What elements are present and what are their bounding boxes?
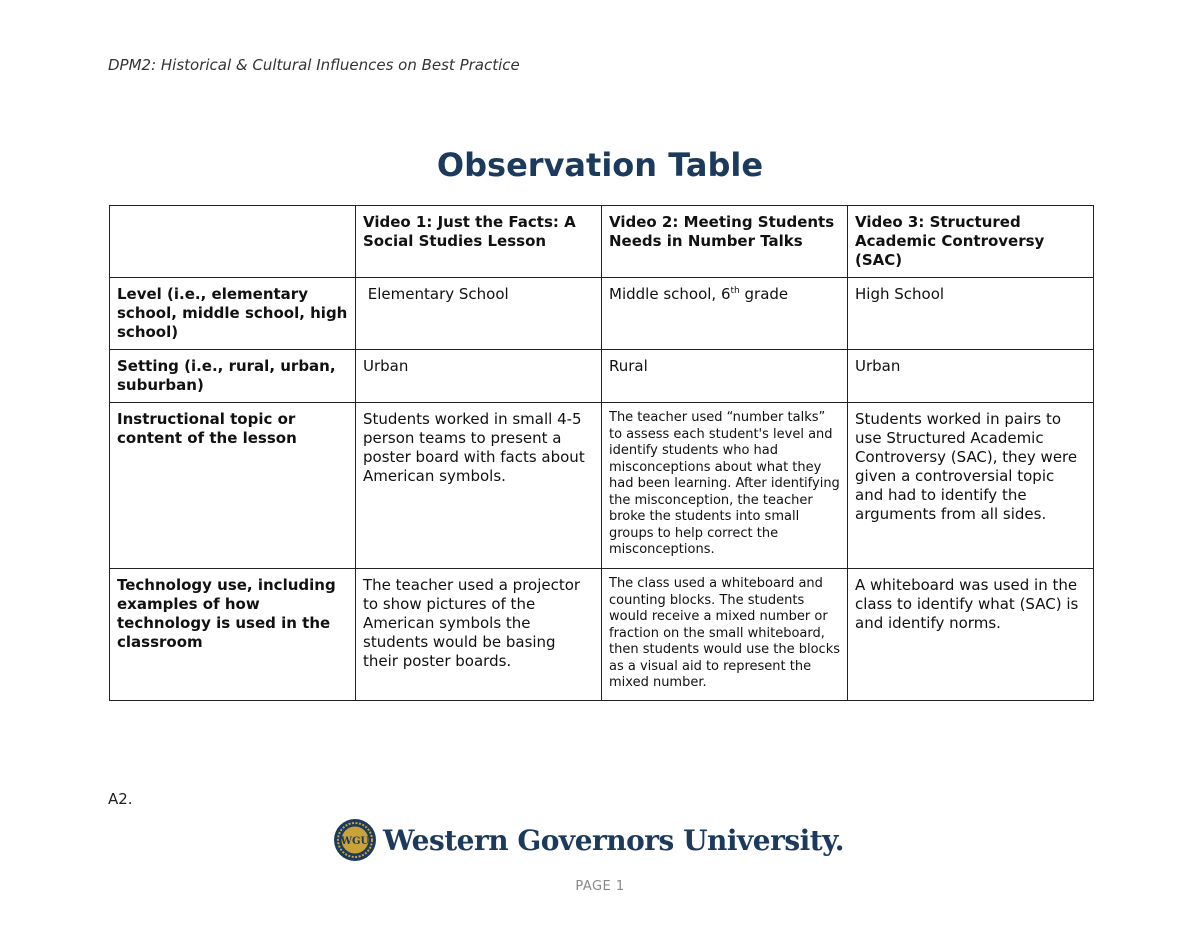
cell-topic-video-2: The teacher used “number talks” to assess each student's level and identify students who had misconceptions about what they had been learning. After identifying the misconception, the teacher broke the students into small groups to help correct the misconceptions. xyxy=(602,403,848,569)
cell-technology-video-3: A whiteboard was used in the class to identify what (SAC) is and identify norms. xyxy=(848,569,1094,701)
ordinal-suffix: th xyxy=(730,286,740,296)
table-header-row xyxy=(110,206,1094,278)
seal-text: WGU xyxy=(340,836,370,847)
row-header-topic: Instructional topic or content of the lesson xyxy=(110,403,356,569)
cell-technology-video-2: The class used a whiteboard and counting blocks. The students would receive a mixed number or fraction on the small whiteboard, then students would use the blocks as a visual aid to represent the mixed number. xyxy=(602,569,848,701)
cell-topic-video-1: Students worked in small 4-5 person teams to present a poster board with facts about American symbols. xyxy=(356,403,602,569)
wgu-logo xyxy=(333,817,844,863)
cell-level-video-2-main: Middle school, 6 xyxy=(609,285,731,303)
cell-setting-video-1: Urban xyxy=(356,350,602,403)
cell-technology-video-1: The teacher used a projector to show pictures of the American symbols the students would be basing their poster boards. xyxy=(356,569,602,701)
table-row-level xyxy=(110,278,1094,350)
cell-setting-video-3: Urban xyxy=(848,350,1094,403)
page-title: Observation Table xyxy=(436,146,764,184)
column-header-video-2: Video 2: Meeting Students Needs in Number Talks xyxy=(602,206,848,278)
table-row-technology xyxy=(110,569,1094,701)
table-row-setting xyxy=(110,350,1094,403)
row-header-technology: Technology use, including examples of how technology is used in the classroom xyxy=(110,569,356,701)
cell-level-video-1: Elementary School xyxy=(356,278,602,350)
table-row-topic xyxy=(110,403,1094,569)
column-header-video-3: Video 3: Structured Academic Controversy (SAC) xyxy=(848,206,1094,278)
cell-level-video-3: High School xyxy=(848,278,1094,350)
column-header-empty xyxy=(110,206,356,278)
observation-table xyxy=(109,205,1094,701)
row-header-level: Level (i.e., elementary school, middle school, high school) xyxy=(110,278,356,350)
wgu-wordmark: Western Governors University. xyxy=(383,823,844,857)
cell-topic-video-3: Students worked in pairs to use Structured Academic Controversy (SAC), they were given a controversial topic and had to identify the arguments from all sides. xyxy=(848,403,1094,569)
section-label: A2. xyxy=(108,790,133,808)
document-header: DPM2: Historical & Cultural Influences on Best Practice xyxy=(108,56,520,74)
cell-setting-video-2: Rural xyxy=(602,350,848,403)
cell-level-video-2-tail: grade xyxy=(739,285,789,303)
wgu-seal-icon xyxy=(333,818,377,862)
page-number: PAGE 1 xyxy=(575,879,625,894)
column-header-video-1: Video 1: Just the Facts: A Social Studies Lesson xyxy=(356,206,602,278)
row-header-setting: Setting (i.e., rural, urban, suburban) xyxy=(110,350,356,403)
cell-level-video-2 xyxy=(602,278,848,350)
